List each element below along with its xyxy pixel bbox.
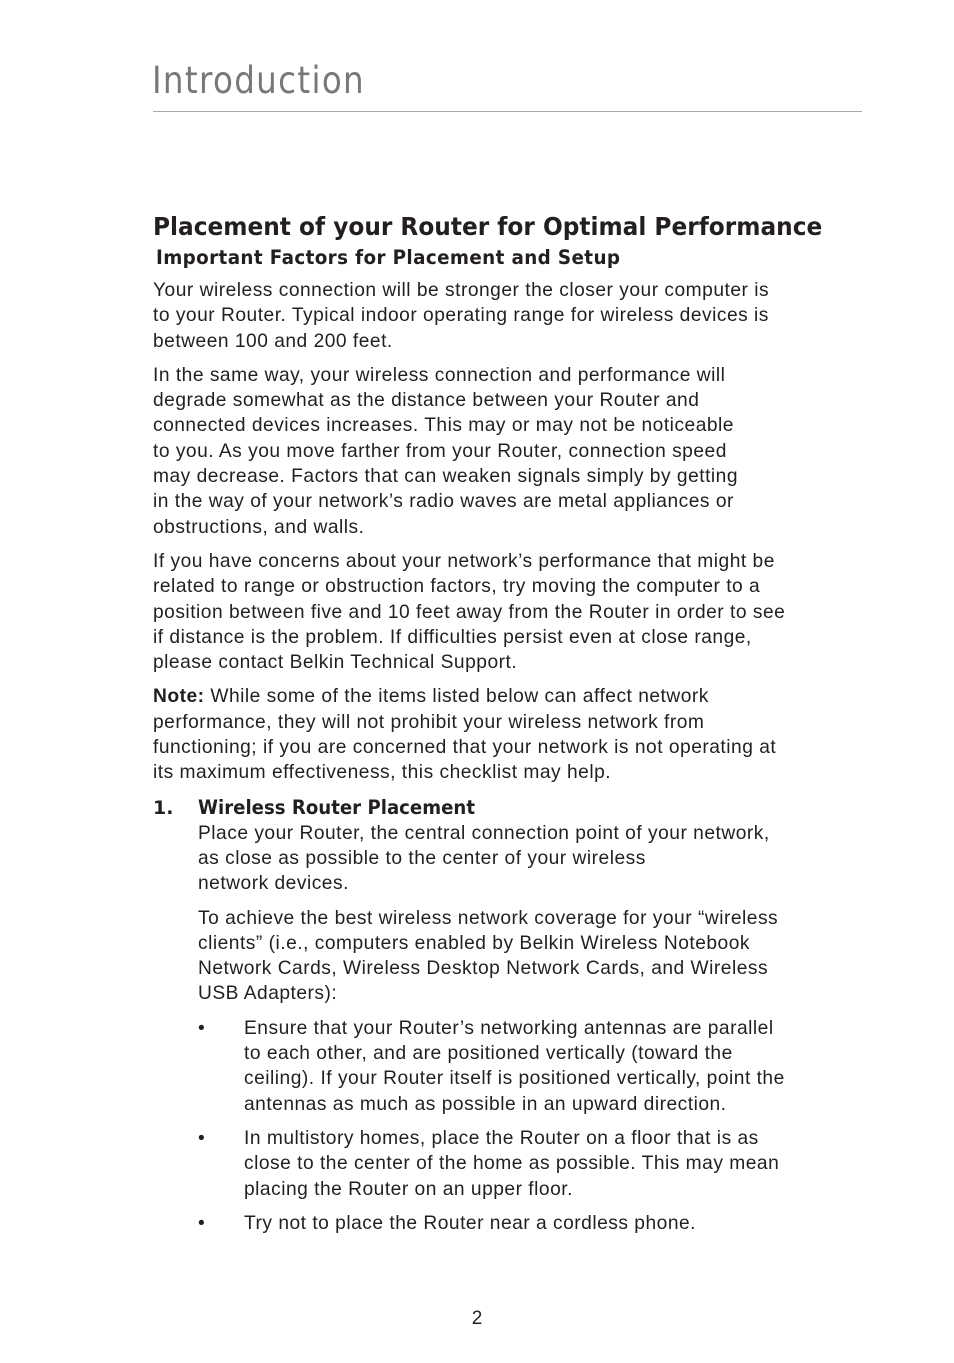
page-content bbox=[153, 210, 867, 1245]
bullet-item bbox=[198, 1126, 867, 1202]
checklist-item-paragraph: To achieve the best wireless network coverage for your “wireless clients” (i.e., computers enabled by Belkin Wireless Notebook Network Cards, Wireless Desktop Network Cards, and Wireless USB Adapters): bbox=[198, 907, 779, 1005]
checklist-item-heading: Wireless Router Placement bbox=[198, 795, 476, 819]
note-paragraph bbox=[153, 684, 867, 785]
bullet-list bbox=[198, 1016, 867, 1236]
checklist-item-paragraph: Place your Router, the central connection point of your network, as close as possible to the center of your wireless network devices. bbox=[198, 822, 770, 895]
bullet-item bbox=[198, 1016, 867, 1117]
page-number: 2 bbox=[471, 1308, 483, 1329]
bullet-text: In multistory homes, place the Router on a floor that is as close to the center of the home as possible. This may mean placing the Router on an upper floor. bbox=[244, 1127, 780, 1200]
chapter-header-title: Introduction bbox=[152, 59, 366, 102]
bullet-text: Try not to place the Router near a cordless phone. bbox=[244, 1212, 696, 1234]
bullet-glyph: • bbox=[198, 1017, 206, 1039]
checklist-item-number: 1. bbox=[153, 796, 174, 819]
subsection-title: Important Factors for Placement and Setup bbox=[156, 246, 621, 269]
bullet-item bbox=[198, 1211, 867, 1236]
checklist-item bbox=[153, 795, 867, 1236]
body-paragraph: In the same way, your wireless connection and performance will degrade somewhat as the distance between your Router and connected devices increases. This may or may not be noticeable to you. As you move farther from your Router, connection speed may decrease. Factors that can weaken signals simply by getting in the way of your network’s radio waves are metal appliances or obstructions, and walls. bbox=[153, 364, 739, 538]
section-title: Placement of your Router for Optimal Performance bbox=[153, 212, 823, 241]
body-paragraph: If you have concerns about your network’s performance that might be related to range or obstruction factors, try moving the computer to a position between five and 10 feet away from the Router in order to see if distance is the problem. If difficulties persist even at close range, please contact Belkin Technical Support. bbox=[153, 550, 786, 674]
header-divider bbox=[153, 111, 862, 112]
body-paragraph: Your wireless connection will be stronger the closer your computer is to your Router. Typical indoor operating range for wireless devices is between 100 and 200 feet. bbox=[153, 280, 770, 352]
bullet-text: Ensure that your Router’s networking antennas are parallel to each other, and are positioned vertically (toward the ceiling). If your Router itself is positioned vertically, point the antennas as much as possible in an upward direction. bbox=[244, 1017, 785, 1115]
bullet-glyph: • bbox=[198, 1127, 206, 1149]
bullet-glyph: • bbox=[198, 1212, 206, 1234]
note-label: Note: bbox=[153, 686, 205, 708]
note-text: While some of the items listed below can affect network performance, they will not prohibit your wireless network from functioning; if you are concerned that your network is not operating at its maximum effectiveness, this checklist may help. bbox=[153, 686, 777, 784]
